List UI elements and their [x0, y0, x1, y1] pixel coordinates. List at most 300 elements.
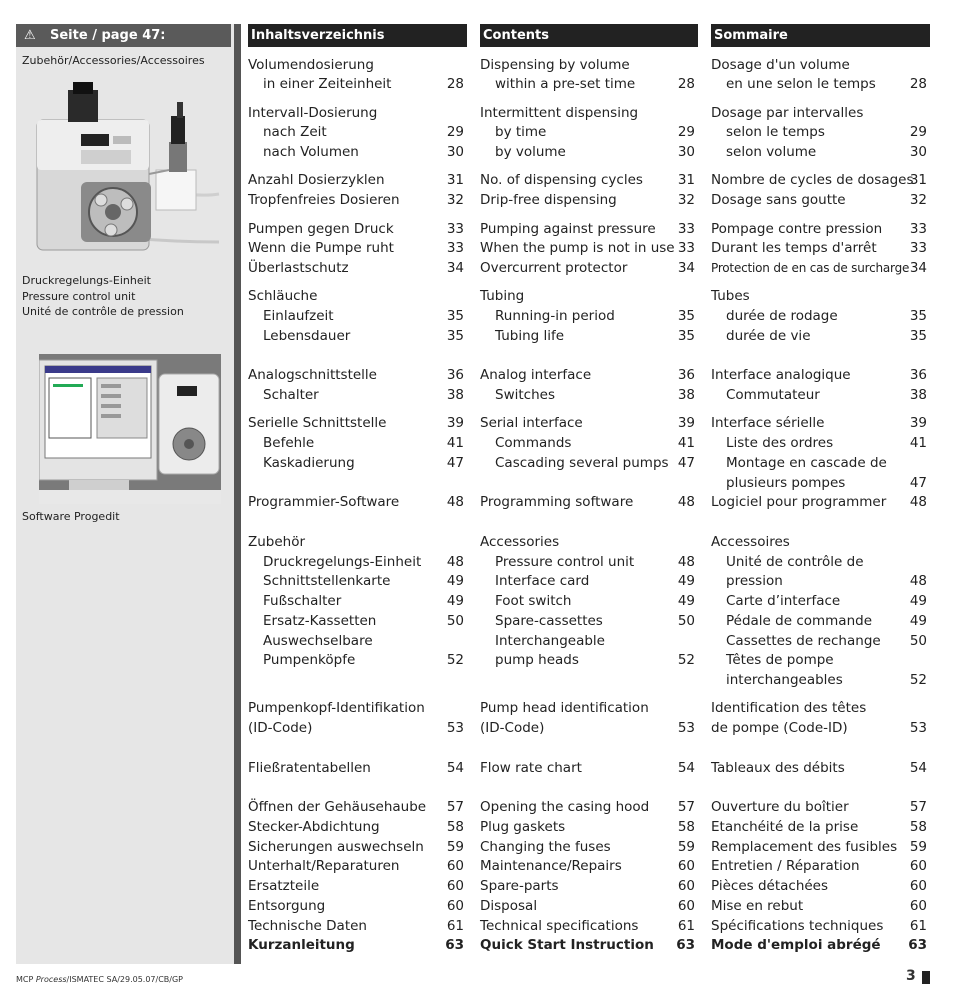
toc-entry-title: Pumpen gegen Druck — [248, 221, 394, 237]
toc-entry-title: Pédale de commande — [726, 613, 873, 629]
toc-entry-page: 53 — [909, 720, 927, 736]
toc-entry — [480, 698, 698, 718]
toc-entry-title: Carte d’interface — [726, 593, 841, 609]
toc-entry-title: selon le temps — [726, 124, 825, 140]
toc-entry — [248, 170, 467, 190]
sidebar-header — [16, 24, 231, 47]
toc-entry — [248, 453, 467, 473]
toc-entry-title: Têtes de pompe — [726, 652, 834, 668]
toc-entry — [248, 103, 467, 123]
toc-entry — [480, 837, 698, 857]
toc-entry-title: Pièces détachées — [711, 878, 829, 894]
toc-entry — [480, 453, 698, 473]
toc-entry-title: Remplacement des fusibles — [711, 839, 898, 855]
toc-entry-title: Montage en cascade de — [726, 455, 887, 471]
toc-entry — [248, 326, 467, 346]
toc-entry-title: Dispensing by volume — [480, 57, 630, 73]
toc-entry-page: 58 — [909, 819, 927, 835]
toc-entry-page: 48 — [446, 554, 464, 570]
toc-entry — [480, 817, 698, 837]
toc-entry-page: 35 — [446, 328, 464, 344]
toc-entry — [248, 631, 467, 651]
toc-entry-page: 35 — [909, 328, 927, 344]
toc-entry-page: 60 — [909, 898, 927, 914]
toc-entry — [711, 453, 930, 473]
toc-entry-page: 30 — [446, 144, 464, 160]
toc-entry — [711, 552, 930, 572]
toc-entry — [480, 650, 698, 670]
toc-entry — [711, 631, 930, 651]
toc-entry-page: 31 — [677, 172, 695, 188]
toc-entry-title: Entretien / Réparation — [711, 858, 860, 874]
toc-entry — [248, 190, 467, 210]
toc-entry-page: 39 — [909, 415, 927, 431]
toc-entry — [248, 365, 467, 385]
toc-entry-page: 57 — [446, 799, 464, 815]
toc-entry-title: Befehle — [263, 435, 315, 451]
toc-entry-page: 49 — [909, 613, 927, 629]
toc-entry-page: 48 — [677, 494, 695, 510]
toc-entry — [711, 492, 930, 512]
toc-entry — [248, 856, 467, 876]
toc-entry — [248, 122, 467, 142]
toc-entry — [480, 190, 698, 210]
toc-entry-page: 60 — [677, 878, 695, 894]
toc-entry — [480, 856, 698, 876]
toc-entry — [711, 718, 930, 738]
toc-entry — [480, 758, 698, 778]
toc-entry-page: 54 — [677, 760, 695, 776]
toc-entry-title: within a pre-set time — [495, 76, 636, 92]
toc-entry — [480, 365, 698, 385]
toc-entry — [480, 122, 698, 142]
toc-entry — [711, 916, 930, 936]
toc-entry — [480, 797, 698, 817]
toc-entry — [480, 286, 698, 306]
toc-entry-page: 38 — [909, 387, 927, 403]
toc-entry-page: 33 — [446, 221, 464, 237]
toc-entry-page: 61 — [446, 918, 464, 934]
toc-entry — [711, 473, 930, 493]
toc-entry-page: 59 — [446, 839, 464, 855]
toc-entry — [711, 238, 930, 258]
toc-entry-title: Fußschalter — [263, 593, 342, 609]
toc-entry — [711, 935, 930, 955]
toc-entry — [711, 650, 930, 670]
toc-entry-title: Kurzanleitung — [248, 937, 355, 953]
toc-entry — [711, 258, 930, 278]
toc-entry-page: 53 — [446, 720, 464, 736]
toc-entry-page: 60 — [909, 858, 927, 874]
toc-entry — [248, 698, 467, 718]
toc-entry-page: 57 — [909, 799, 927, 815]
toc-entry-title: Cassettes de rechange — [726, 633, 881, 649]
toc-entry — [711, 670, 930, 690]
toc-entry — [248, 758, 467, 778]
toc-entry-title: Cascading several pumps — [495, 455, 669, 471]
toc-entry — [480, 238, 698, 258]
software-photo — [39, 354, 221, 504]
toc-entry — [480, 571, 698, 591]
toc-entry-page: 58 — [446, 819, 464, 835]
toc-entry-title: Stecker-Abdichtung — [248, 819, 380, 835]
toc-entry-page: 36 — [446, 367, 464, 383]
toc-entry — [711, 365, 930, 385]
toc-entry — [711, 797, 930, 817]
toc-entry — [248, 718, 467, 738]
footer-reference: MCP Process/ISMATEC SA/29.05.07/CB/GP — [16, 975, 183, 984]
toc-entry-title: Overcurrent protector — [480, 260, 628, 276]
toc-entry — [248, 876, 467, 896]
toc-entry — [480, 492, 698, 512]
toc-entry-title: pression — [726, 573, 783, 589]
toc-entry-page: 41 — [446, 435, 464, 451]
toc-entry-title: Pumpenkopf-Identifikation — [248, 700, 425, 716]
toc-entry-page: 33 — [446, 240, 464, 256]
toc-entry-page: 63 — [676, 937, 695, 953]
toc-entry-title: Analog interface — [480, 367, 592, 383]
toc-entry-page: 33 — [677, 221, 695, 237]
toc-entry — [248, 306, 467, 326]
toc-entry-title: No. of dispensing cycles — [480, 172, 643, 188]
toc-entry-title: Auswechselbare — [263, 633, 373, 649]
toc-entry — [248, 258, 467, 278]
toc-entry-title: Schläuche — [248, 288, 318, 304]
toc-entry-title: Opening the casing hood — [480, 799, 650, 815]
software-progedit-image — [39, 354, 221, 504]
toc-entry — [711, 571, 930, 591]
toc-entry-page: 48 — [446, 494, 464, 510]
toc-entry-title: Intervall-Dosierung — [248, 105, 378, 121]
toc-entry — [480, 142, 698, 162]
toc-entry — [711, 896, 930, 916]
toc-entry — [711, 326, 930, 346]
toc-entry-title: Etanchéité de la prise — [711, 819, 859, 835]
toc-entry-title: Ouverture du boîtier — [711, 799, 849, 815]
toc-entry-page: 38 — [446, 387, 464, 403]
toc-entry — [711, 837, 930, 857]
toc-entry-page: 52 — [909, 672, 927, 688]
toc-entry — [480, 385, 698, 405]
toc-entry — [480, 611, 698, 631]
column-title: Contents — [480, 24, 698, 47]
toc-entry — [711, 103, 930, 123]
toc-entry — [711, 306, 930, 326]
toc-entry-title: When the pump is not in use — [480, 240, 675, 256]
toc-entry-page: 35 — [677, 308, 695, 324]
toc-entry — [711, 433, 930, 453]
toc-entry — [248, 896, 467, 916]
toc-entry-page: 60 — [677, 898, 695, 914]
toc-entry-title: Logiciel pour programmer — [711, 494, 887, 510]
toc-entry-title: Technical specifications — [480, 918, 639, 934]
toc-entry-title: Quick Start Instruction — [480, 937, 654, 953]
toc-entry-title: Spare-parts — [480, 878, 559, 894]
toc-entry — [480, 552, 698, 572]
toc-entry-page: 28 — [677, 76, 695, 92]
toc-entry-page: 33 — [909, 221, 927, 237]
toc-entry-title: Running-in period — [495, 308, 615, 324]
toc-entry-title: Tubing life — [495, 328, 565, 344]
toc-entry-title: Serielle Schnittstelle — [248, 415, 387, 431]
pressure-unit-caption: Druckregelungs-Einheit Pressure control unit Unité de contrôle de pression — [22, 274, 184, 318]
toc-entry-title: Entsorgung — [248, 898, 326, 914]
toc-entry-title: Tubing — [480, 288, 525, 304]
toc-entry-title: Serial interface — [480, 415, 583, 431]
toc-entry — [480, 876, 698, 896]
toc-entry-title: Pumping against pressure — [480, 221, 656, 237]
toc-entry-title: de pompe (Code-ID) — [711, 720, 848, 736]
toc-entry-page: 30 — [677, 144, 695, 160]
toc-entry — [711, 591, 930, 611]
toc-entry-page: 63 — [908, 937, 927, 953]
toc-entry — [248, 650, 467, 670]
toc-entry — [711, 74, 930, 94]
toc-entry — [480, 433, 698, 453]
toc-entry-title: Druckregelungs-Einheit — [263, 554, 422, 570]
toc-entry-title: Analogschnittstelle — [248, 367, 377, 383]
toc-entry-title: Spécifications techniques — [711, 918, 884, 934]
toc-entry-title: Anzahl Dosierzyklen — [248, 172, 385, 188]
toc-entry-title: Interface card — [495, 573, 590, 589]
toc-entry — [711, 190, 930, 210]
toc-entry-title: (ID-Code) — [248, 720, 313, 736]
toc-entry-title: Volumendosierung — [248, 57, 374, 73]
toc-entry-page: 29 — [677, 124, 695, 140]
toc-entry-page: 39 — [677, 415, 695, 431]
toc-entry-title: Einlaufzeit — [263, 308, 334, 324]
toc-entry — [480, 631, 698, 651]
toc-entry-title: Maintenance/Repairs — [480, 858, 622, 874]
toc-entry-title: Ersatzteile — [248, 878, 320, 894]
toc-entry-title: Mise en rebut — [711, 898, 804, 914]
toc-entry-title: Technische Daten — [248, 918, 367, 934]
toc-entry-page: 60 — [446, 858, 464, 874]
toc-entry-page: 49 — [677, 573, 695, 589]
toc-entry — [480, 896, 698, 916]
toc-entry-page: 34 — [677, 260, 695, 276]
toc-entry — [480, 170, 698, 190]
toc-entry-title: Schalter — [263, 387, 319, 403]
toc-entry-title: nach Volumen — [263, 144, 359, 160]
toc-entry-page: 58 — [677, 819, 695, 835]
toc-entry — [248, 935, 467, 955]
toc-entry-title: Protection de en cas de surcharge — [711, 261, 910, 275]
toc-entry — [248, 74, 467, 94]
toc-entry-title: Flow rate chart — [480, 760, 582, 776]
toc-entry-page: 60 — [677, 858, 695, 874]
toc-entry-page: 50 — [677, 613, 695, 629]
toc-entry-page: 28 — [446, 76, 464, 92]
toc-entry-title: Fließratentabellen — [248, 760, 371, 776]
toc-entry — [711, 142, 930, 162]
toc-entry-page: 52 — [677, 652, 695, 668]
toc-entry-page: 48 — [677, 554, 695, 570]
toc-entry-page: 54 — [909, 760, 927, 776]
toc-entry-title: Durant les temps d'arrêt — [711, 240, 877, 256]
toc-entry — [480, 718, 698, 738]
toc-entry-page: 52 — [446, 652, 464, 668]
toc-entry — [711, 385, 930, 405]
toc-entry — [711, 55, 930, 75]
toc-entry-page: 49 — [677, 593, 695, 609]
toc-entry-page: 29 — [446, 124, 464, 140]
toc-entry-page: 48 — [909, 494, 927, 510]
toc-entry-title: Intermittent dispensing — [480, 105, 639, 121]
toc-column-english — [480, 24, 698, 964]
toc-entry — [248, 219, 467, 239]
toc-entry-title: Changing the fuses — [480, 839, 611, 855]
toc-entry — [480, 74, 698, 94]
toc-entry — [711, 817, 930, 837]
toc-entry — [711, 122, 930, 142]
toc-entry-title: Unterhalt/Reparaturen — [248, 858, 400, 874]
toc-entry-page: 49 — [909, 593, 927, 609]
toc-entry — [480, 103, 698, 123]
toc-entry — [711, 286, 930, 306]
toc-entry-page: 34 — [446, 260, 464, 276]
toc-entry-page: 53 — [677, 720, 695, 736]
toc-entry — [248, 55, 467, 75]
toc-entry-title: durée de vie — [726, 328, 811, 344]
toc-entry-title: Tableaux des débits — [711, 760, 845, 776]
toc-entry — [480, 916, 698, 936]
toc-entry-title: Öffnen der Gehäusehaube — [248, 799, 427, 815]
toc-entry-title: Schnittstellenkarte — [263, 573, 391, 589]
toc-entry-title: Drip-free dispensing — [480, 192, 617, 208]
toc-entry-page: 47 — [677, 455, 695, 471]
toc-entry — [711, 170, 930, 190]
toc-entry-page: 32 — [446, 192, 464, 208]
toc-entry-title: by volume — [495, 144, 566, 160]
software-caption: Software Progedit — [22, 510, 120, 523]
toc-entry-page: 31 — [446, 172, 464, 188]
toc-entry-page: 33 — [909, 240, 927, 256]
toc-entry — [248, 837, 467, 857]
toc-entry-title: by time — [495, 124, 547, 140]
column-title: Sommaire — [711, 24, 930, 47]
toc-entry — [711, 758, 930, 778]
toc-entry-title: Interchangeable — [495, 633, 605, 649]
toc-entry — [480, 306, 698, 326]
toc-entry-title: Programming software — [480, 494, 634, 510]
toc-entry — [711, 876, 930, 896]
toc-entry — [248, 611, 467, 631]
toc-entry-page: 33 — [677, 240, 695, 256]
toc-entry-title: Interface analogique — [711, 367, 851, 383]
toc-entry-page: 34 — [909, 260, 927, 276]
toc-entry-title: Commutateur — [726, 387, 820, 403]
toc-entry-title: Tubes — [711, 288, 750, 304]
toc-entry-page: 61 — [909, 918, 927, 934]
toc-entry-title: Programmier-Software — [248, 494, 400, 510]
toc-entry-title: selon volume — [726, 144, 817, 160]
toc-entry-page: 49 — [446, 573, 464, 589]
toc-entry-page: 32 — [909, 192, 927, 208]
toc-entry-page: 36 — [677, 367, 695, 383]
toc-entry-title: Foot switch — [495, 593, 572, 609]
toc-entry — [248, 433, 467, 453]
toc-entry-title: Accessoires — [711, 534, 790, 550]
pump-photo — [31, 82, 221, 272]
toc-entry-page: 54 — [446, 760, 464, 776]
toc-entry — [248, 571, 467, 591]
toc-entry-page: 32 — [677, 192, 695, 208]
toc-entry-title: en une selon le temps — [726, 76, 876, 92]
toc-entry-title: Lebensdauer — [263, 328, 351, 344]
accessories-label: Zubehör/Accessories/Accessoires — [22, 54, 205, 67]
toc-entry-title: Zubehör — [248, 534, 306, 550]
toc-entry-title: Unité de contrôle de — [726, 554, 864, 570]
toc-entry-title: Spare-cassettes — [495, 613, 603, 629]
pump-with-pressure-unit-image — [31, 82, 221, 272]
toc-entry — [480, 326, 698, 346]
toc-entry — [711, 611, 930, 631]
toc-entry-page: 47 — [446, 455, 464, 471]
toc-entry — [711, 413, 930, 433]
toc-entry-page: 57 — [677, 799, 695, 815]
toc-entry-page: 60 — [446, 898, 464, 914]
toc-entry-title: Pompage contre pression — [711, 221, 883, 237]
toc-entry-title: Nombre de cycles de dosages — [711, 172, 914, 188]
toc-entry-page: 35 — [909, 308, 927, 324]
toc-entry — [248, 916, 467, 936]
toc-entry — [480, 532, 698, 552]
toc-entry — [248, 492, 467, 512]
toc-entry-page: 59 — [909, 839, 927, 855]
toc-entry-page: 39 — [446, 415, 464, 431]
toc-entry-title: Mode d'emploi abrégé — [711, 937, 881, 953]
toc-entry-title: Commands — [495, 435, 572, 451]
toc-entry — [248, 817, 467, 837]
column-title: Inhaltsverzeichnis — [248, 24, 467, 47]
toc-entry-title: Überlastschutz — [248, 260, 349, 276]
sidebar-header-text: Seite / page 47: — [50, 28, 166, 43]
toc-entry-title: Dosage sans goutte — [711, 192, 846, 208]
toc-entry — [248, 142, 467, 162]
toc-entry-title: interchangeables — [726, 672, 843, 688]
toc-entry-page: 41 — [909, 435, 927, 451]
toc-entry-page: 29 — [909, 124, 927, 140]
toc-entry-title: Sicherungen auswechseln — [248, 839, 424, 855]
toc-entry-title: Pump head identification — [480, 700, 649, 716]
toc-entry-page: 48 — [909, 573, 927, 589]
toc-entry-title: Pressure control unit — [495, 554, 635, 570]
page-number: 3 — [906, 968, 916, 984]
toc-entry-title: Identification des têtes — [711, 700, 867, 716]
toc-entry — [248, 552, 467, 572]
toc-entry — [248, 532, 467, 552]
toc-entry-title: Pumpenköpfe — [263, 652, 356, 668]
toc-entry-title: Switches — [495, 387, 555, 403]
toc-entry-page: 60 — [909, 878, 927, 894]
toc-entry — [711, 219, 930, 239]
toc-column-french — [711, 24, 930, 964]
toc-entry-page: 36 — [909, 367, 927, 383]
warning-icon: ⚠ — [24, 28, 36, 43]
toc-entry — [480, 219, 698, 239]
toc-entry — [248, 591, 467, 611]
toc-entry — [248, 797, 467, 817]
toc-entry-page: 63 — [445, 937, 464, 953]
toc-entry — [248, 385, 467, 405]
toc-entry-page: 35 — [446, 308, 464, 324]
toc-entry-page: 47 — [909, 475, 927, 491]
toc-entry-page: 50 — [446, 613, 464, 629]
toc-entry-title: plusieurs pompes — [726, 475, 846, 491]
toc-entry-title: Plug gaskets — [480, 819, 566, 835]
toc-entry-page: 38 — [677, 387, 695, 403]
